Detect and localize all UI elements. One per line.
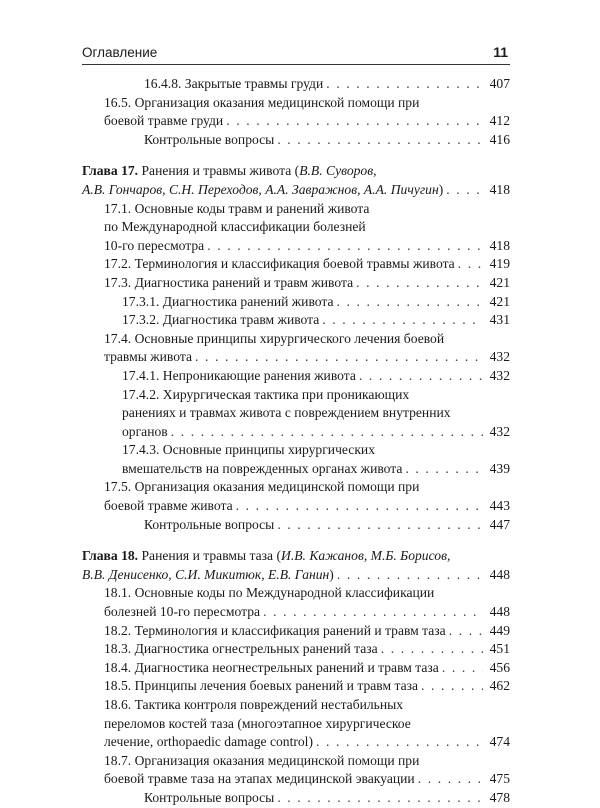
toc-entry-16-4-8[interactable]: 16.4.8. Закрытые травмы груди . . . 407 (82, 75, 510, 94)
toc-chapter-17[interactable]: Глава 17. Ранения и травмы живота (В.В. Суворов, А.В. Гончаров, С.Н. Переходов, А.А. Завражнов, А.А. Пичугин) . . . 418 (82, 162, 510, 199)
toc-entry-18-1[interactable]: 18.1. Основные коды по Международной классификации болезней 10-го пересмотра . . . 448 (82, 584, 510, 621)
toc-entry-17-4-1[interactable]: 17.4.1. Непроникающие ранения живота . . . 432 (82, 367, 510, 386)
running-header-title: Оглавление (82, 45, 158, 60)
toc-entry-18-7[interactable]: 18.7. Организация оказания медицинской помощи при боевой травме таза на этапах медицинской эвакуации . . . 475 (82, 752, 510, 789)
toc-entry-18-3[interactable]: 18.3. Диагностика огнестрельных ранений таза . . . 451 (82, 640, 510, 659)
toc-entry-control-questions-17[interactable]: Контрольные вопросы . . . 447 (82, 516, 510, 535)
toc-entry-control-questions-16[interactable]: Контрольные вопросы . . . 416 (82, 131, 510, 150)
toc-entry-16-5[interactable]: 16.5. Организация оказания медицинской помощи при боевой травме груди . . . 412 (82, 94, 510, 131)
toc-entry-17-3-1[interactable]: 17.3.1. Диагностика ранений живота . . . 421 (82, 293, 510, 312)
toc-entry-17-4-2[interactable]: 17.4.2. Хирургическая тактика при проникающих ранениях и травмах живота с повреждением внутренних органов . . . 432 (82, 386, 510, 442)
toc-entry-18-4[interactable]: 18.4. Диагностика неогнестрельных ранений и травм таза . . . 456 (82, 659, 510, 678)
running-header (82, 44, 510, 65)
page-number: 11 (493, 44, 508, 60)
toc-entry-17-2[interactable]: 17.2. Терминология и классификация боевой травмы живота . . . 419 (82, 255, 510, 274)
toc-entry-18-6[interactable]: 18.6. Тактика контроля повреждений нестабильных переломов костей таза (многоэтапное хирургическое лечение, orthopaedic damage control) . . . 474 (82, 696, 510, 752)
toc-entry-17-4-3[interactable]: 17.4.3. Основные принципы хирургических вмешательств на поврежденных органах живота . . . 439 (82, 441, 510, 478)
toc-entry-18-2[interactable]: 18.2. Терминология и классификация ранений и травм таза . . . 449 (82, 622, 510, 641)
toc-entry-control-questions-18[interactable]: Контрольные вопросы . . . 478 (82, 789, 510, 808)
toc-entry-17-1[interactable]: 17.1. Основные коды травм и ранений живота по Международной классификации болезней 10-го пересмотра . . . 418 (82, 200, 510, 256)
table-of-contents (82, 75, 510, 808)
toc-entry-17-4[interactable]: 17.4. Основные принципы хирургического лечения боевой травмы живота . . . 432 (82, 330, 510, 367)
toc-entry-17-3[interactable]: 17.3. Диагностика ранений и травм живота . . . 421 (82, 274, 510, 293)
toc-entry-17-3-2[interactable]: 17.3.2. Диагностика травм живота . . . 431 (82, 311, 510, 330)
toc-entry-17-5[interactable]: 17.5. Организация оказания медицинской помощи при боевой травме живота . . . 443 (82, 478, 510, 515)
toc-chapter-18[interactable]: Глава 18. Ранения и травмы таза (И.В. Кажанов, М.Б. Борисов, В.В. Денисенко, С.И. Микитюк, Е.В. Ганин) . . . 448 (82, 547, 510, 584)
toc-entry-18-5[interactable]: 18.5. Принципы лечения боевых ранений и травм таза . . . 462 (82, 677, 510, 696)
